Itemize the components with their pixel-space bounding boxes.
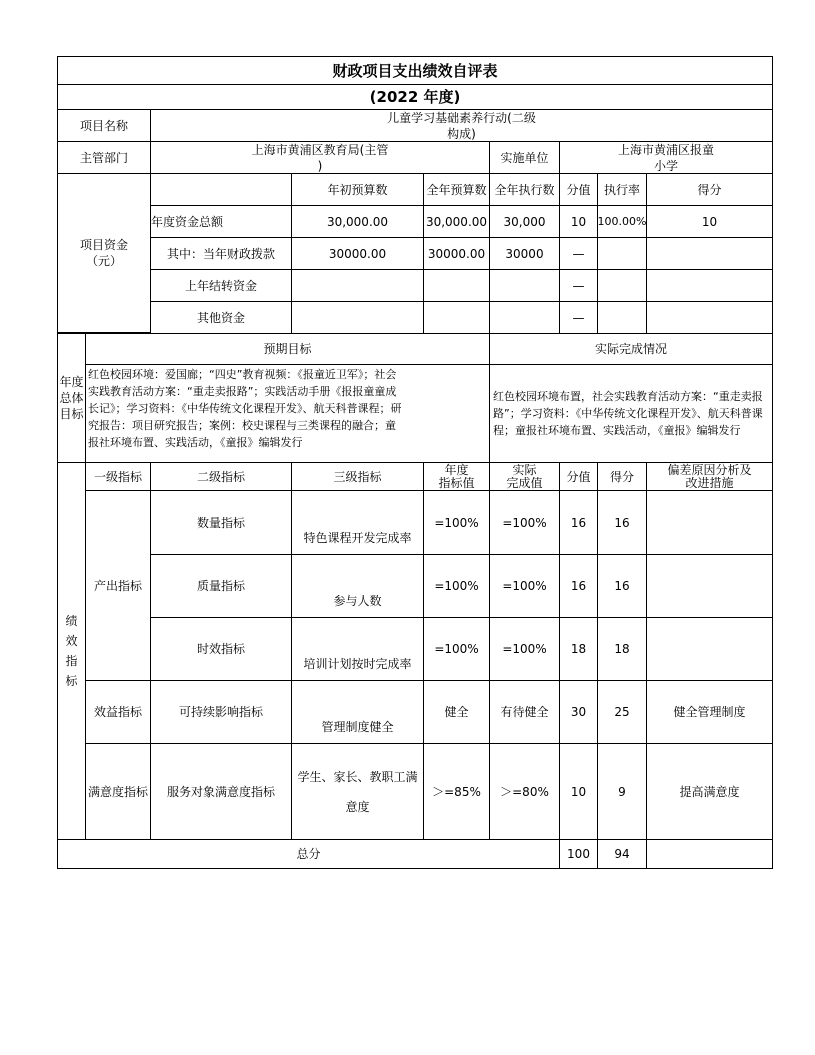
output-target: =100% — [423, 490, 490, 555]
perf-header-note: 偏差原因分析及 改进措施 — [646, 462, 773, 491]
output-note — [646, 617, 773, 681]
budget-row-executed — [489, 269, 560, 302]
goal-label: 年度 总体 目标 — [57, 333, 86, 463]
output-value: 16 — [559, 490, 598, 555]
budget-header-value: 分值 — [559, 173, 598, 206]
output-note — [646, 554, 773, 618]
report-year: (2022 年度) — [57, 84, 773, 110]
perf-header-value: 分值 — [559, 462, 598, 491]
output-l2: 质量指标 — [150, 554, 292, 618]
page-title: 财政项目支出绩效自评表 — [57, 56, 773, 85]
output-actual: =100% — [489, 490, 560, 555]
expected-goal-text: 红色校园环境：爱国廊；“四史”教育视频：《报童近卫军》；社会实践教育活动方案：“重走卖报路”；实践活动手册《报报童童成长记》；学习资料：《中华传统文化课程开发》、航天科普课程；研究报告：项目研究报告；案例：校史课程与三类课程的融合；童报社环境布置、实践活动，《童报》编辑发行 — [85, 364, 405, 463]
budget-header-rate: 执行率 — [597, 173, 647, 206]
output-note — [646, 490, 773, 555]
perf-header-target: 年度 指标值 — [423, 462, 490, 491]
perf-header-l3: 三级指标 — [291, 462, 424, 491]
satisfaction-actual: ＞=80% — [489, 743, 560, 840]
total-note — [646, 839, 773, 869]
benefit-note: 健全管理制度 — [646, 680, 773, 744]
expected-goal-header: 预期目标 — [85, 333, 490, 365]
impl-label: 实施单位 — [489, 141, 560, 174]
satisfaction-l1: 满意度指标 — [85, 743, 151, 840]
budget-row-initial: 30,000.00 — [291, 205, 424, 238]
benefit-actual: 有待健全 — [489, 680, 560, 744]
output-value: 18 — [559, 617, 598, 681]
budget-row-rate — [597, 269, 647, 302]
output-score: 18 — [597, 617, 647, 681]
output-score: 16 — [597, 490, 647, 555]
perf-header-score: 得分 — [597, 462, 647, 491]
dept-value: 上海市黄浦区教育局(主管 ) — [150, 141, 490, 174]
perf-label: 绩 效 指 标 — [57, 462, 86, 840]
output-l3: 特色课程开发完成率 — [291, 490, 424, 555]
budget-row-rate: 100.00% — [597, 205, 647, 238]
budget-row-score — [646, 237, 773, 270]
perf-header-l1: 一级指标 — [85, 462, 151, 491]
satisfaction-l3: 学生、家长、教职工满 意度 — [291, 743, 424, 840]
budget-row-initial — [291, 269, 424, 302]
budget-row-executed: 30,000 — [489, 205, 560, 238]
satisfaction-target: ＞=85% — [423, 743, 490, 840]
output-l2: 数量指标 — [150, 490, 292, 555]
satisfaction-score: 9 — [597, 743, 647, 840]
output-target: =100% — [423, 617, 490, 681]
budget-header-score: 得分 — [646, 173, 773, 206]
budget-row-annual: 30,000.00 — [423, 205, 490, 238]
total-label: 总分 — [57, 839, 560, 869]
project-name-value: 儿童学习基础素养行动(二级 构成) — [150, 109, 773, 142]
budget-header-executed: 全年执行数 — [489, 173, 560, 206]
budget-row-executed — [489, 301, 560, 334]
budget-row-rate — [597, 301, 647, 334]
budget-header-initial: 年初预算数 — [291, 173, 424, 206]
budget-row-rate — [597, 237, 647, 270]
budget-row-label: 上年结转资金 — [150, 269, 292, 302]
output-indicator-label: 产出指标 — [85, 490, 151, 681]
budget-header-blank — [150, 173, 292, 206]
budget-row-score — [646, 269, 773, 302]
total-score: 94 — [597, 839, 647, 869]
budget-row-value: 10 — [559, 205, 598, 238]
benefit-l1: 效益指标 — [85, 680, 151, 744]
benefit-l2: 可持续影响指标 — [150, 680, 292, 744]
output-target: =100% — [423, 554, 490, 618]
dept-label: 主管部门 — [57, 141, 151, 174]
budget-row-label: 其他资金 — [150, 301, 292, 334]
budget-row-value: — — [559, 301, 598, 334]
impl-value: 上海市黄浦区报童 小学 — [559, 141, 773, 174]
satisfaction-value: 10 — [559, 743, 598, 840]
budget-row-executed: 30000 — [489, 237, 560, 270]
benefit-l3: 管理制度健全 — [291, 680, 424, 744]
budget-row-annual — [423, 301, 490, 334]
expected-goal-filler — [404, 364, 490, 463]
output-score: 16 — [597, 554, 647, 618]
satisfaction-l2: 服务对象满意度指标 — [150, 743, 292, 840]
budget-row-label: 其中：当年财政拨款 — [150, 237, 292, 270]
output-l3: 参与人数 — [291, 554, 424, 618]
benefit-score: 25 — [597, 680, 647, 744]
output-actual: =100% — [489, 554, 560, 618]
satisfaction-note: 提高满意度 — [646, 743, 773, 840]
actual-result-text: 红色校园环境布置，社会实践教育活动方案：“重走卖报路”；学习资料：《中华传统文化课程开发》、航天科普课程；童报社环境布置、实践活动，《童报》编辑发行 — [489, 364, 773, 463]
output-actual: =100% — [489, 617, 560, 681]
budget-row-score: 10 — [646, 205, 773, 238]
budget-row-value: — — [559, 237, 598, 270]
budget-row-label: 年度资金总额 — [150, 205, 292, 238]
budget-row-annual — [423, 269, 490, 302]
project-name-label: 项目名称 — [57, 109, 151, 142]
actual-result-header: 实际完成情况 — [489, 333, 773, 365]
budget-row-score — [646, 301, 773, 334]
output-l3: 培训计划按时完成率 — [291, 617, 424, 681]
funds-label: 项目资金 （元） — [57, 173, 151, 333]
budget-row-initial: 30000.00 — [291, 237, 424, 270]
perf-header-l2: 二级指标 — [150, 462, 292, 491]
output-value: 16 — [559, 554, 598, 618]
total-value: 100 — [559, 839, 598, 869]
output-l2: 时效指标 — [150, 617, 292, 681]
budget-row-value: — — [559, 269, 598, 302]
budget-row-annual: 30000.00 — [423, 237, 490, 270]
benefit-target: 健全 — [423, 680, 490, 744]
budget-row-initial — [291, 301, 424, 334]
benefit-value: 30 — [559, 680, 598, 744]
budget-header-annual: 全年预算数 — [423, 173, 490, 206]
perf-header-actual: 实际 完成值 — [489, 462, 560, 491]
